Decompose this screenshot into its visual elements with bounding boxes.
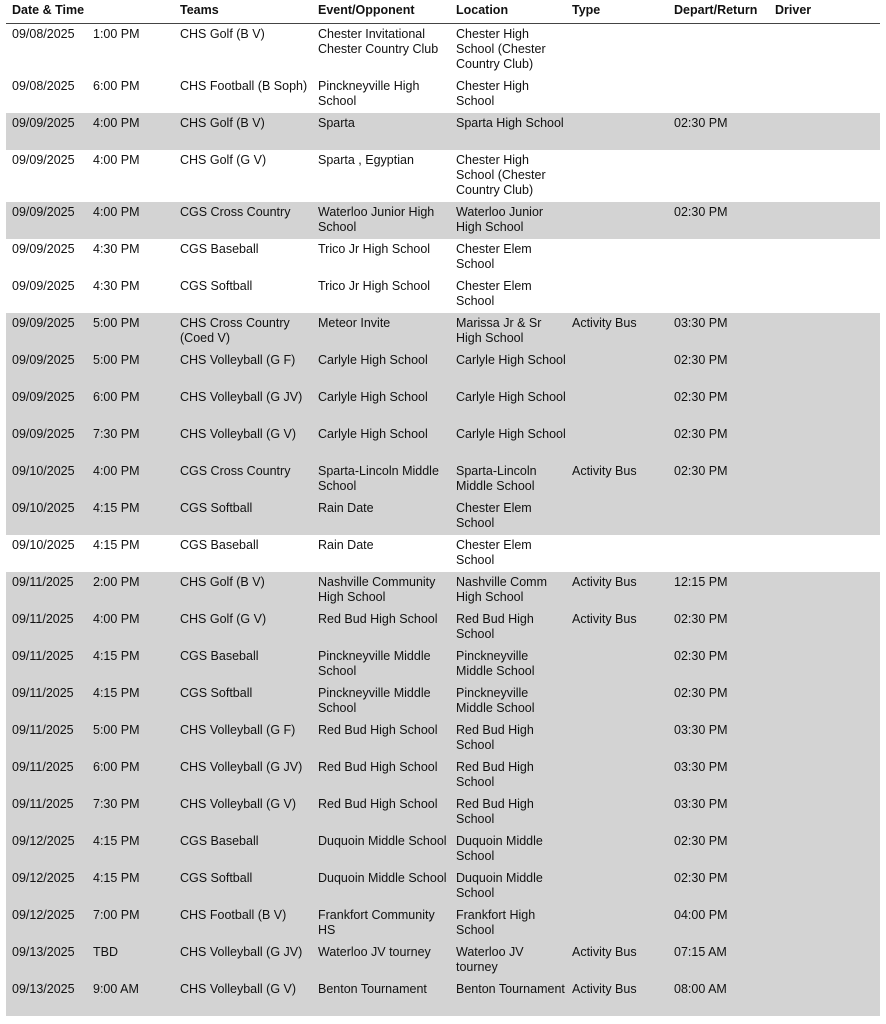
cell-time: 4:15 PM bbox=[93, 501, 140, 515]
cell-time: 6:00 PM bbox=[93, 760, 140, 774]
cell-date: 09/10/2025 bbox=[12, 501, 75, 515]
cell-date: 09/11/2025 bbox=[12, 760, 74, 774]
cell-team: CHS Volleyball (G V) bbox=[180, 797, 297, 811]
cell-team: CHS Volleyball (G V) bbox=[180, 982, 297, 996]
cell-event: Red Bud High School bbox=[318, 760, 438, 774]
table-row bbox=[6, 424, 880, 461]
cell-team: CGS Softball bbox=[180, 871, 253, 885]
cell-depart-return: 02:30 PM bbox=[674, 834, 728, 848]
header-location: Location bbox=[456, 3, 509, 17]
cell-location: Sparta-Lincoln Middle School bbox=[456, 464, 537, 493]
cell-event: Red Bud High School bbox=[318, 797, 438, 811]
cell-date: 09/09/2025 bbox=[12, 353, 75, 367]
header-event: Event/Opponent bbox=[318, 3, 415, 17]
cell-time: 6:00 PM bbox=[93, 390, 140, 404]
cell-depart-return: 02:30 PM bbox=[674, 649, 728, 663]
cell-location: Chester High School (Chester Country Club) bbox=[456, 27, 546, 71]
cell-team: CHS Golf (G V) bbox=[180, 153, 267, 167]
cell-time: 4:00 PM bbox=[93, 116, 140, 130]
header-depart-return: Depart/Return bbox=[674, 3, 758, 17]
cell-event: Trico Jr High School bbox=[318, 279, 431, 293]
table-row bbox=[6, 150, 880, 202]
cell-location: Chester Elem School bbox=[456, 501, 532, 530]
cell-type: Activity Bus bbox=[572, 945, 637, 959]
cell-location: Nashville Comm High School bbox=[456, 575, 547, 604]
cell-date: 09/10/2025 bbox=[12, 538, 75, 552]
cell-date: 09/08/2025 bbox=[12, 27, 75, 41]
cell-event: Benton Tournament bbox=[318, 982, 427, 996]
cell-time: 4:15 PM bbox=[93, 686, 140, 700]
cell-location: Pinckneyville Middle School bbox=[456, 649, 535, 678]
cell-team: CHS Volleyball (G V) bbox=[180, 427, 297, 441]
cell-time: 6:00 PM bbox=[93, 79, 140, 93]
table-row bbox=[6, 350, 880, 387]
cell-type: Activity Bus bbox=[572, 575, 637, 589]
cell-time: 4:15 PM bbox=[93, 649, 140, 663]
cell-event: Trico Jr High School bbox=[318, 242, 431, 256]
cell-location: Red Bud High School bbox=[456, 797, 534, 826]
cell-time: 4:00 PM bbox=[93, 464, 140, 478]
table-row bbox=[6, 239, 880, 276]
cell-date: 09/13/2025 bbox=[12, 945, 75, 959]
cell-time: 4:15 PM bbox=[93, 871, 140, 885]
table-row bbox=[6, 202, 880, 239]
table-row bbox=[6, 24, 880, 76]
table-row bbox=[6, 868, 880, 905]
cell-team: CGS Baseball bbox=[180, 242, 259, 256]
cell-team: CGS Cross Country bbox=[180, 464, 291, 478]
cell-team: CHS Cross Country (Coed V) bbox=[180, 316, 290, 345]
cell-event: Rain Date bbox=[318, 538, 374, 552]
cell-team: CGS Baseball bbox=[180, 649, 259, 663]
table-row bbox=[6, 313, 880, 350]
cell-team: CHS Volleyball (G JV) bbox=[180, 945, 303, 959]
cell-event: Red Bud High School bbox=[318, 723, 438, 737]
table-row bbox=[6, 757, 880, 794]
cell-event: Meteor Invite bbox=[318, 316, 391, 330]
cell-depart-return: 03:30 PM bbox=[674, 760, 728, 774]
cell-depart-return: 03:30 PM bbox=[674, 316, 728, 330]
cell-team: CHS Volleyball (G JV) bbox=[180, 760, 303, 774]
table-row bbox=[6, 905, 880, 942]
table-row bbox=[6, 683, 880, 720]
cell-time: 7:30 PM bbox=[93, 797, 140, 811]
table-row bbox=[6, 720, 880, 757]
table-row bbox=[6, 609, 880, 646]
cell-location: Chester Elem School bbox=[456, 538, 532, 567]
cell-event: Chester Invitational Chester Country Club bbox=[318, 27, 439, 56]
cell-location: Benton Tournament bbox=[456, 982, 565, 996]
cell-location: Chester Elem School bbox=[456, 279, 532, 308]
table-row bbox=[6, 979, 880, 1016]
cell-location: Carlyle High School bbox=[456, 390, 566, 404]
table-row bbox=[6, 794, 880, 831]
cell-date: 09/09/2025 bbox=[12, 242, 75, 256]
cell-depart-return: 02:30 PM bbox=[674, 116, 728, 130]
cell-location: Red Bud High School bbox=[456, 723, 534, 752]
cell-location: Waterloo JV tourney bbox=[456, 945, 524, 974]
cell-location: Sparta High School bbox=[456, 116, 564, 130]
cell-team: CHS Golf (B V) bbox=[180, 575, 265, 589]
cell-depart-return: 03:30 PM bbox=[674, 797, 728, 811]
cell-time: 5:00 PM bbox=[93, 353, 140, 367]
cell-date: 09/11/2025 bbox=[12, 723, 74, 737]
cell-depart-return: 07:15 AM bbox=[674, 945, 727, 959]
cell-location: Duquoin Middle School bbox=[456, 834, 543, 863]
cell-date: 09/08/2025 bbox=[12, 79, 75, 93]
cell-depart-return: 02:30 PM bbox=[674, 686, 728, 700]
cell-time: 2:00 PM bbox=[93, 575, 140, 589]
cell-type: Activity Bus bbox=[572, 316, 637, 330]
cell-date: 09/12/2025 bbox=[12, 871, 75, 885]
cell-location: Pinckneyville Middle School bbox=[456, 686, 535, 715]
cell-event: Red Bud High School bbox=[318, 612, 438, 626]
cell-time: 7:30 PM bbox=[93, 427, 140, 441]
cell-date: 09/09/2025 bbox=[12, 316, 75, 330]
cell-depart-return: 02:30 PM bbox=[674, 427, 728, 441]
header-teams: Teams bbox=[180, 3, 219, 17]
cell-event: Duquoin Middle School bbox=[318, 834, 447, 848]
cell-time: 5:00 PM bbox=[93, 316, 140, 330]
cell-location: Marissa Jr & Sr High School bbox=[456, 316, 542, 345]
cell-date: 09/09/2025 bbox=[12, 279, 75, 293]
cell-date: 09/11/2025 bbox=[12, 612, 74, 626]
table-row bbox=[6, 535, 880, 572]
cell-time: 4:15 PM bbox=[93, 834, 140, 848]
cell-date: 09/10/2025 bbox=[12, 464, 75, 478]
cell-depart-return: 12:15 PM bbox=[674, 575, 728, 589]
cell-depart-return: 02:30 PM bbox=[674, 612, 728, 626]
cell-event: Rain Date bbox=[318, 501, 374, 515]
cell-location: Chester High School bbox=[456, 79, 529, 108]
cell-event: Frankfort Community HS bbox=[318, 908, 435, 937]
header-type: Type bbox=[572, 3, 601, 17]
cell-team: CGS Softball bbox=[180, 686, 253, 700]
cell-team: CHS Volleyball (G F) bbox=[180, 353, 296, 367]
cell-event: Sparta bbox=[318, 116, 355, 130]
cell-event: Waterloo JV tourney bbox=[318, 945, 431, 959]
cell-event: Sparta-Lincoln Middle School bbox=[318, 464, 439, 493]
cell-time: 4:00 PM bbox=[93, 205, 140, 219]
cell-depart-return: 08:00 AM bbox=[674, 982, 727, 996]
cell-depart-return: 04:00 PM bbox=[674, 908, 728, 922]
cell-location: Carlyle High School bbox=[456, 427, 566, 441]
cell-team: CHS Golf (B V) bbox=[180, 116, 265, 130]
schedule-table-body bbox=[6, 24, 880, 1016]
cell-location: Chester High School (Chester Country Club) bbox=[456, 153, 546, 197]
cell-date: 09/09/2025 bbox=[12, 427, 75, 441]
cell-team: CHS Volleyball (G JV) bbox=[180, 390, 303, 404]
cell-team: CGS Baseball bbox=[180, 834, 259, 848]
cell-team: CGS Baseball bbox=[180, 538, 259, 552]
cell-depart-return: 02:30 PM bbox=[674, 464, 728, 478]
cell-date: 09/09/2025 bbox=[12, 205, 75, 219]
table-row bbox=[6, 276, 880, 313]
cell-date: 09/11/2025 bbox=[12, 797, 74, 811]
cell-event: Carlyle High School bbox=[318, 390, 428, 404]
cell-date: 09/12/2025 bbox=[12, 908, 75, 922]
cell-depart-return: 03:30 PM bbox=[674, 723, 728, 737]
cell-location: Frankfort High School bbox=[456, 908, 536, 937]
cell-team: CHS Football (B Soph) bbox=[180, 79, 308, 93]
cell-date: 09/12/2025 bbox=[12, 834, 75, 848]
cell-event: Nashville Community High School bbox=[318, 575, 436, 604]
cell-date: 09/13/2025 bbox=[12, 982, 75, 996]
cell-time: 4:30 PM bbox=[93, 279, 140, 293]
cell-event: Duquoin Middle School bbox=[318, 871, 447, 885]
table-row bbox=[6, 498, 880, 535]
cell-event: Sparta , Egyptian bbox=[318, 153, 414, 167]
cell-depart-return: 02:30 PM bbox=[674, 353, 728, 367]
cell-team: CGS Cross Country bbox=[180, 205, 291, 219]
cell-team: CHS Football (B V) bbox=[180, 908, 287, 922]
cell-type: Activity Bus bbox=[572, 464, 637, 478]
cell-event: Carlyle High School bbox=[318, 427, 428, 441]
cell-time: 7:00 PM bbox=[93, 908, 140, 922]
table-row bbox=[6, 942, 880, 979]
cell-date: 09/11/2025 bbox=[12, 649, 74, 663]
header-driver: Driver bbox=[775, 3, 812, 17]
cell-team: CGS Softball bbox=[180, 279, 253, 293]
cell-time: TBD bbox=[93, 945, 118, 959]
table-row bbox=[6, 461, 880, 498]
cell-date: 09/11/2025 bbox=[12, 686, 74, 700]
table-row bbox=[6, 572, 880, 609]
cell-time: 9:00 AM bbox=[93, 982, 139, 996]
cell-time: 4:00 PM bbox=[93, 612, 140, 626]
cell-time: 1:00 PM bbox=[93, 27, 140, 41]
cell-team: CHS Golf (B V) bbox=[180, 27, 265, 41]
cell-date: 09/09/2025 bbox=[12, 153, 75, 167]
table-row bbox=[6, 113, 880, 150]
cell-location: Red Bud High School bbox=[456, 760, 534, 789]
cell-type: Activity Bus bbox=[572, 612, 637, 626]
cell-time: 5:00 PM bbox=[93, 723, 140, 737]
cell-time: 4:30 PM bbox=[93, 242, 140, 256]
cell-location: Chester Elem School bbox=[456, 242, 532, 271]
cell-location: Red Bud High School bbox=[456, 612, 534, 641]
cell-depart-return: 02:30 PM bbox=[674, 205, 728, 219]
cell-type: Activity Bus bbox=[572, 982, 637, 996]
cell-depart-return: 02:30 PM bbox=[674, 871, 728, 885]
header-datetime: Date & Time bbox=[12, 3, 85, 17]
cell-event: Carlyle High School bbox=[318, 353, 428, 367]
cell-location: Duquoin Middle School bbox=[456, 871, 543, 900]
table-row bbox=[6, 387, 880, 424]
cell-depart-return: 02:30 PM bbox=[674, 390, 728, 404]
cell-time: 4:00 PM bbox=[93, 153, 140, 167]
cell-team: CHS Golf (G V) bbox=[180, 612, 267, 626]
table-header bbox=[6, 0, 880, 24]
cell-location: Waterloo Junior High School bbox=[456, 205, 544, 234]
cell-location: Carlyle High School bbox=[456, 353, 566, 367]
cell-event: Pinckneyville Middle School bbox=[318, 649, 431, 678]
cell-date: 09/11/2025 bbox=[12, 575, 74, 589]
cell-time: 4:15 PM bbox=[93, 538, 140, 552]
cell-team: CHS Volleyball (G F) bbox=[180, 723, 296, 737]
cell-date: 09/09/2025 bbox=[12, 390, 75, 404]
cell-team: CGS Softball bbox=[180, 501, 253, 515]
cell-event: Pinckneyville Middle School bbox=[318, 686, 431, 715]
cell-date: 09/09/2025 bbox=[12, 116, 75, 130]
cell-event: Pinckneyville High School bbox=[318, 79, 420, 108]
table-row bbox=[6, 76, 880, 113]
cell-event: Waterloo Junior High School bbox=[318, 205, 435, 234]
table-row bbox=[6, 646, 880, 683]
table-row bbox=[6, 831, 880, 868]
